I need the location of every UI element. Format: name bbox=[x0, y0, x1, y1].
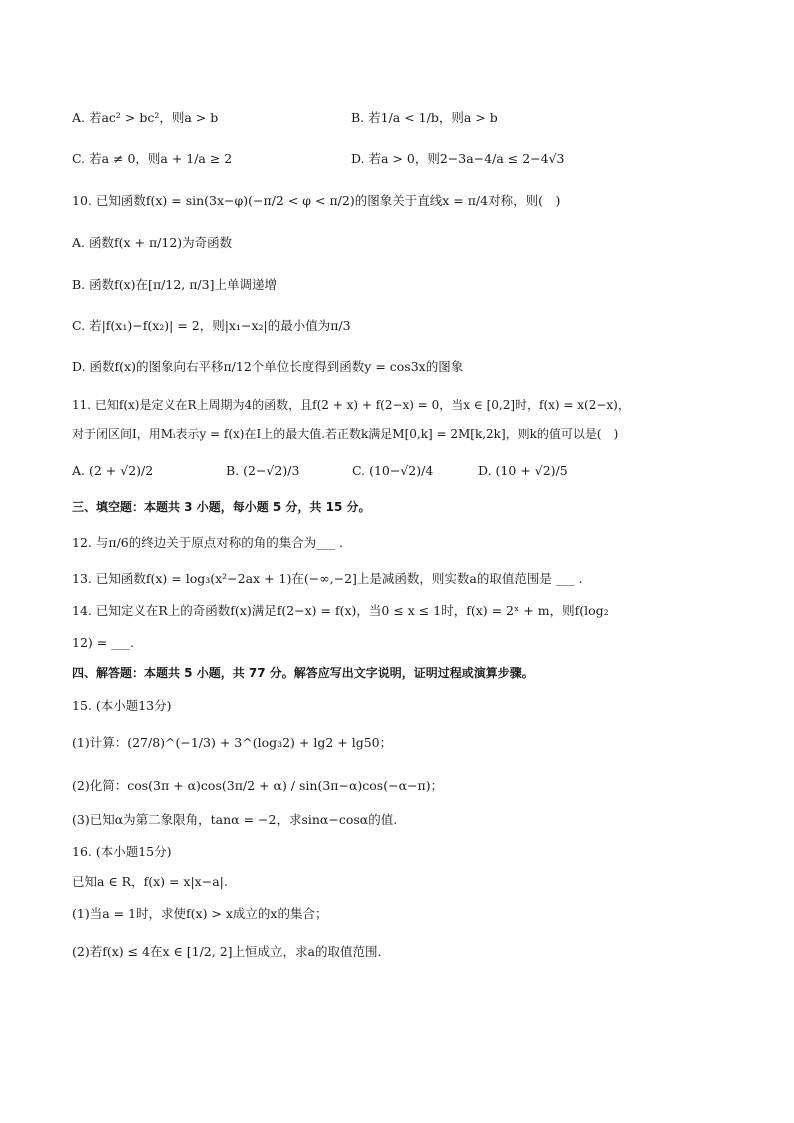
q15-part3: (3)已知α为第二象限角，tanα = −2，求sinα−cosα的值. bbox=[72, 812, 398, 827]
q13: 13. 已知函数f(x) = log₃(x²−2ax + 1)在(−∞,−2]上是减函数，则实数a的取值范围是 ___ . bbox=[72, 571, 583, 586]
q15-part2: (2)化简：cos(3π + α)cos(3π/2 + α) / sin(3π−α)cos(−α−π)； bbox=[72, 778, 444, 793]
q16-stem: 已知a ∈ R，f(x) = x|x−a|. bbox=[72, 874, 228, 889]
q15-part1: (1)计算：(27/8)^(−1/3) + 3^(log₃2) + lg2 + lg50； bbox=[72, 735, 393, 750]
q10-stem: 10. 已知函数f(x) = sin(3x−φ)(−π/2 < φ < π/2)的图象关于直线x = π/4对称，则( ) bbox=[72, 193, 561, 208]
q11-option-d: D. (10 + √2)/5 bbox=[478, 463, 568, 478]
q12: 12. 与π/6的终边关于原点对称的角的集合为___ . bbox=[72, 535, 343, 550]
q11-stem-line2: 对于闭区间I，用Mᵢ表示y = f(x)在I上的最大值.若正数k满足M[0,k] = 2M[k,2k]，则k的值可以是( ) bbox=[72, 427, 619, 441]
q11-stem-line1: 11. 已知f(x)是定义在R上周期为4的函数，且f(2 + x) + f(2−x) = 0，当x ∈ [0,2]时，f(x) = x(2−x)， bbox=[72, 398, 630, 412]
q14-line2: 12) = ___. bbox=[72, 635, 134, 650]
section-3-heading: 三、填空题：本题共 3 小题，每小题 5 分，共 15 分。 bbox=[72, 500, 371, 514]
q9-option-c: C. 若a ≠ 0，则a + 1/a ≥ 2 bbox=[72, 151, 233, 166]
q11-option-a: A. (2 + √2)/2 bbox=[72, 463, 154, 478]
q11-option-b: B. (2−√2)/3 bbox=[226, 463, 300, 478]
q16-part2: (2)若f(x) ≤ 4在x ∈ [1/2, 2]上恒成立，求a的取值范围. bbox=[72, 944, 382, 959]
q16-part1: (1)当a = 1时，求使f(x) > x成立的x的集合； bbox=[72, 906, 328, 921]
q9-option-d: D. 若a > 0，则2−3a−4/a ≤ 2−4√3 bbox=[351, 151, 565, 166]
q9-option-b: B. 若1/a < 1/b，则a > b bbox=[351, 110, 498, 125]
q10-option-c: C. 若|f(x₁)−f(x₂)| = 2，则|x₁−x₂|的最小值为π/3 bbox=[72, 318, 351, 333]
q16-title: 16. (本小题15分) bbox=[72, 844, 172, 859]
q14-line1: 14. 已知定义在R上的奇函数f(x)满足f(2−x) = f(x)，当0 ≤ x ≤ 1时，f(x) = 2ˣ + m，则f(log₂ bbox=[72, 603, 609, 618]
section-4-heading: 四、解答题：本题共 5 小题，共 77 分。解答应写出文字说明，证明过程或演算步骤。 bbox=[72, 666, 534, 680]
q10-option-b: B. 函数f(x)在[π/12, π/3]上单调递增 bbox=[72, 277, 277, 292]
q10-option-d: D. 函数f(x)的图象向右平移π/12个单位长度得到函数y = cos3x的图象 bbox=[72, 359, 464, 374]
q9-option-a: A. 若ac² > bc²，则a > b bbox=[72, 110, 219, 125]
q10-option-a: A. 函数f(x + π/12)为奇函数 bbox=[72, 235, 233, 250]
q15-title: 15. (本小题13分) bbox=[72, 698, 172, 713]
q11-option-c: C. (10−√2)/4 bbox=[352, 463, 434, 478]
